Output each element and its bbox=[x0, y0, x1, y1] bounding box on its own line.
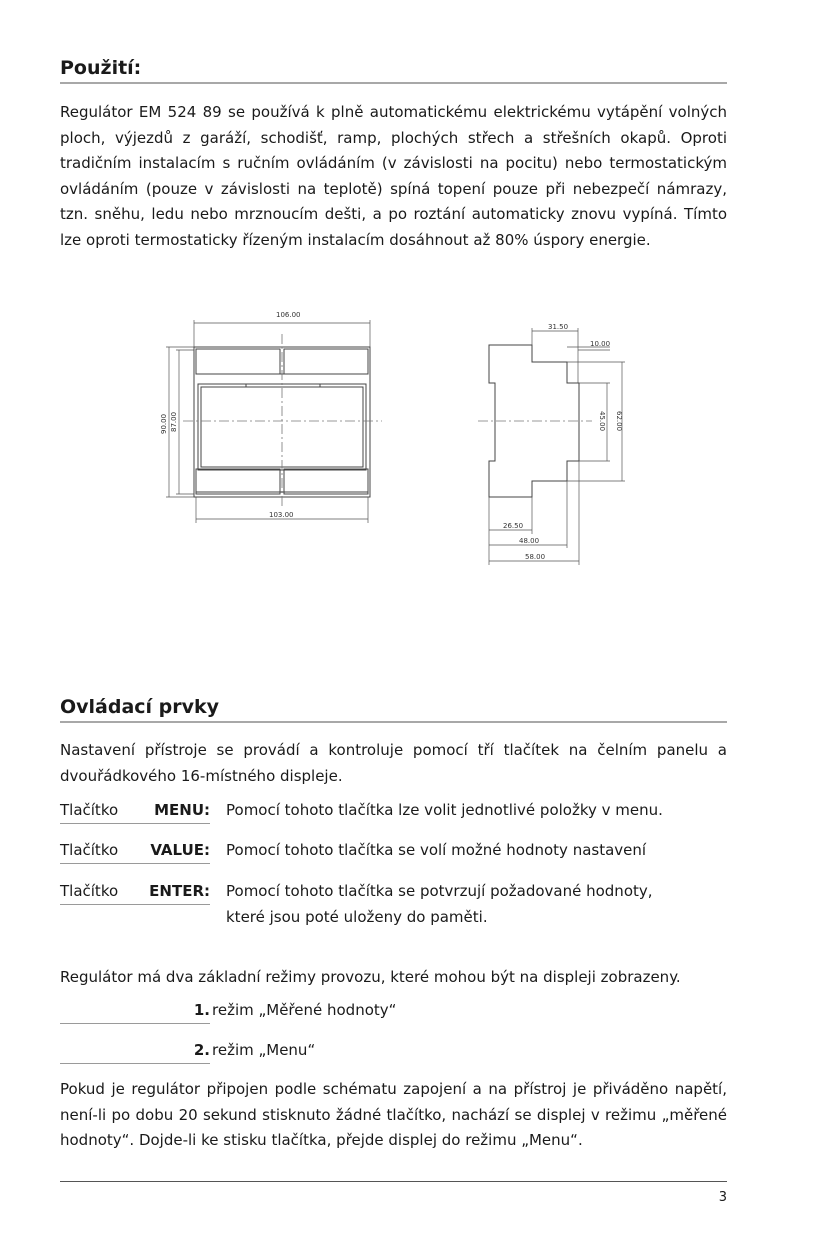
dimension-drawing bbox=[0, 290, 815, 590]
dim-front-width-top: 106.00 bbox=[276, 311, 301, 319]
button-word: Tlačítko bbox=[60, 841, 119, 859]
button-word: Tlačítko bbox=[60, 801, 119, 819]
button-key-enter: ENTER: bbox=[149, 882, 210, 900]
mode-number: 1. bbox=[193, 1001, 210, 1019]
button-label-cell bbox=[60, 879, 210, 905]
button-description: Pomocí tohoto tlačítka se volí možné hodnoty nastavení bbox=[226, 841, 647, 859]
dim-side-mid-depth: 48.00 bbox=[519, 537, 540, 545]
mode-number: 2. bbox=[193, 1041, 210, 1059]
dim-side-step: 10.00 bbox=[590, 340, 611, 348]
button-label-cell bbox=[60, 798, 210, 824]
button-key-menu: MENU: bbox=[154, 801, 210, 819]
controls-heading: Ovládací prvky bbox=[60, 695, 727, 723]
mode-number-cell bbox=[60, 998, 210, 1024]
dim-front-height-outer: 90.00 bbox=[160, 413, 168, 434]
dim-side-outer-height: 62.00 bbox=[615, 411, 623, 432]
button-description: Pomocí tohoto tlačítka lze volit jednotlivé položky v menu. bbox=[226, 801, 663, 819]
dim-side-top-depth: 31.50 bbox=[548, 323, 569, 331]
controls-intro: Nastavení přístroje se provádí a kontroluje pomocí tří tlačítek na čelním panelu a dvouřádkového 16-místného displeje. bbox=[60, 741, 727, 785]
button-label-cell bbox=[60, 838, 210, 864]
modes-intro: Regulátor má dva základní režimy provozu, které mohou být na displeji zobrazeny. bbox=[60, 968, 681, 986]
dim-front-width-bottom: 103.00 bbox=[269, 511, 294, 519]
mode-number-cell bbox=[60, 1038, 210, 1064]
usage-paragraph: Regulátor EM 524 89 se používá k plně automatickému elektrickému vytápění volných ploch, výjezdů z garáží, schodišť, ramp, plochých střech a střešních okapů. Oproti tradičním instalacím s ručním ovládáním (v závislosti na pocitu) nebo termostatickým ovládáním (pouze v závislosti na teplotě) spíná topení pouze při nebezpečí námrazy, tzn. sněhu, ledu nebo mrznoucím dešti, a po roztání automaticky znovu vypíná. Tímto lze oproti termostaticky řízeným instalacím dosáhnout až 80% úspory energie. bbox=[60, 103, 727, 249]
closing-paragraph: Pokud je regulátor připojen podle schématu zapojení a na přístroj je přiváděno napětí, není-li po dobu 20 sekund stisknuto žádné tlačítko, nachází se displej v režimu „měřené hodnoty“. Dojde-li ke stisku tlačítka, přejde displej do režimu „Menu“. bbox=[60, 1080, 727, 1149]
dim-side-inner-height: 45.00 bbox=[598, 411, 606, 432]
button-key-value: VALUE: bbox=[150, 841, 210, 859]
dim-side-total-depth: 58.00 bbox=[525, 553, 546, 561]
button-word: Tlačítko bbox=[60, 882, 119, 900]
dim-front-height-inner: 87.00 bbox=[170, 411, 178, 432]
page-number: 3 bbox=[718, 1190, 727, 1205]
footer-divider bbox=[60, 1181, 727, 1182]
button-description: Pomocí tohoto tlačítka se potvrzují požadované hodnoty, které jsou poté uloženy do paměti. bbox=[226, 882, 653, 926]
mode-text: režim „Měřené hodnoty“ bbox=[212, 1001, 397, 1019]
dim-side-base-depth: 26.50 bbox=[503, 522, 524, 530]
mode-text: režim „Menu“ bbox=[212, 1041, 316, 1059]
usage-heading: Použití: bbox=[60, 56, 727, 84]
